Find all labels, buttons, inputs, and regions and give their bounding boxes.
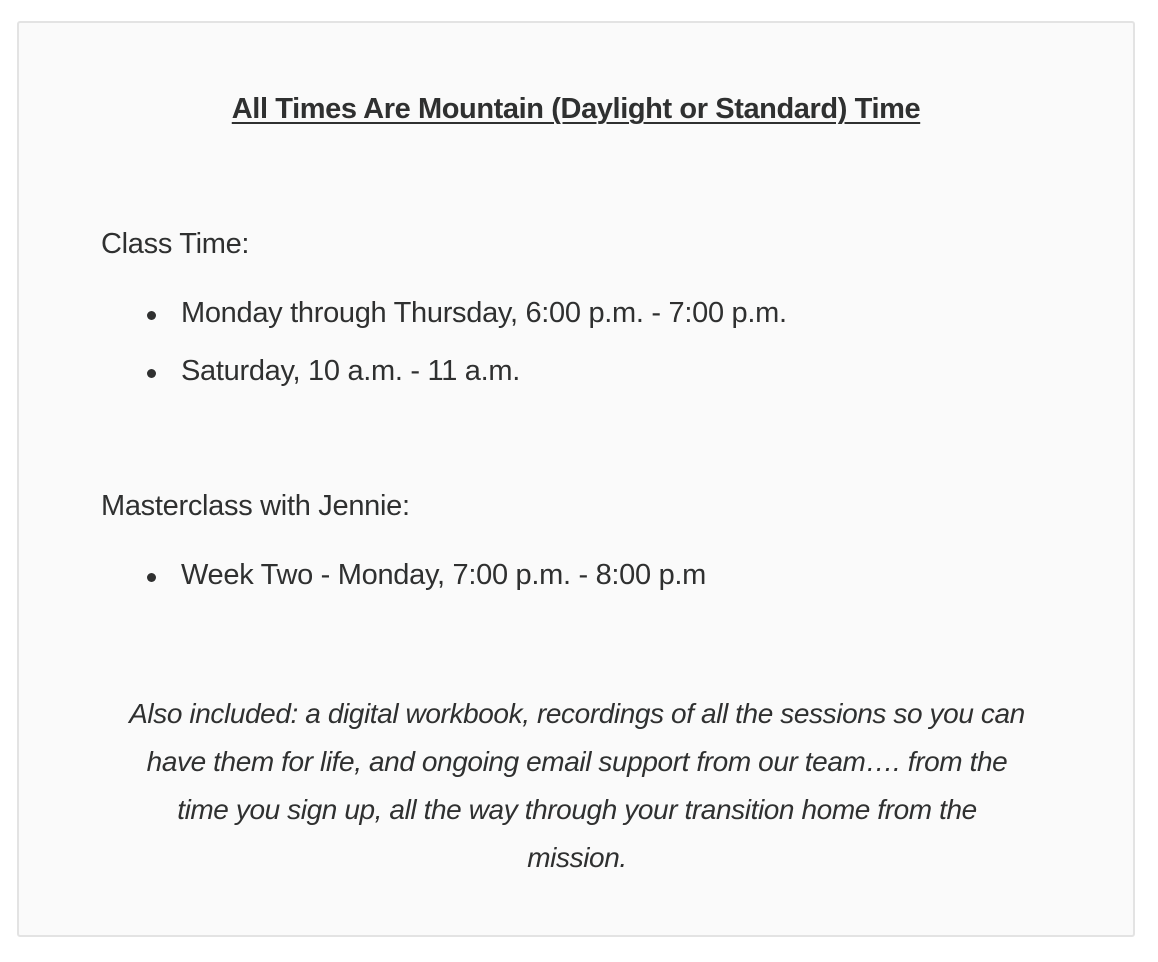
included-note-line: have them for life, and ongoing email support from our team…. from the	[146, 746, 1008, 777]
included-note-line: mission.	[527, 842, 627, 873]
included-note-line: time you sign up, all the way through your transition home from the	[177, 794, 977, 825]
bullet-dot-icon	[147, 311, 156, 320]
list-item	[143, 293, 787, 333]
masterclass-label: Masterclass with Jennie:	[101, 490, 410, 522]
included-note-line: Also included: a digital workbook, recordings of all the sessions so you can	[129, 698, 1025, 729]
class-time-item-text: Monday through Thursday, 6:00 p.m. - 7:00 p.m.	[181, 297, 787, 329]
class-time-label: Class Time:	[101, 228, 250, 260]
list-item	[143, 351, 787, 391]
masterclass-item-text: Week Two - Monday, 7:00 p.m. - 8:00 p.m	[181, 559, 707, 591]
time-zone-heading: All Times Are Mountain (Daylight or Standard) Time	[231, 93, 921, 125]
list-item	[143, 555, 706, 595]
class-time-item-text: Saturday, 10 a.m. - 11 a.m.	[181, 355, 520, 387]
included-note	[79, 690, 1075, 882]
bullet-dot-icon	[147, 369, 156, 378]
bullet-dot-icon	[147, 573, 156, 582]
class-time-list	[143, 293, 787, 409]
masterclass-list	[143, 555, 706, 613]
schedule-card	[17, 21, 1135, 937]
